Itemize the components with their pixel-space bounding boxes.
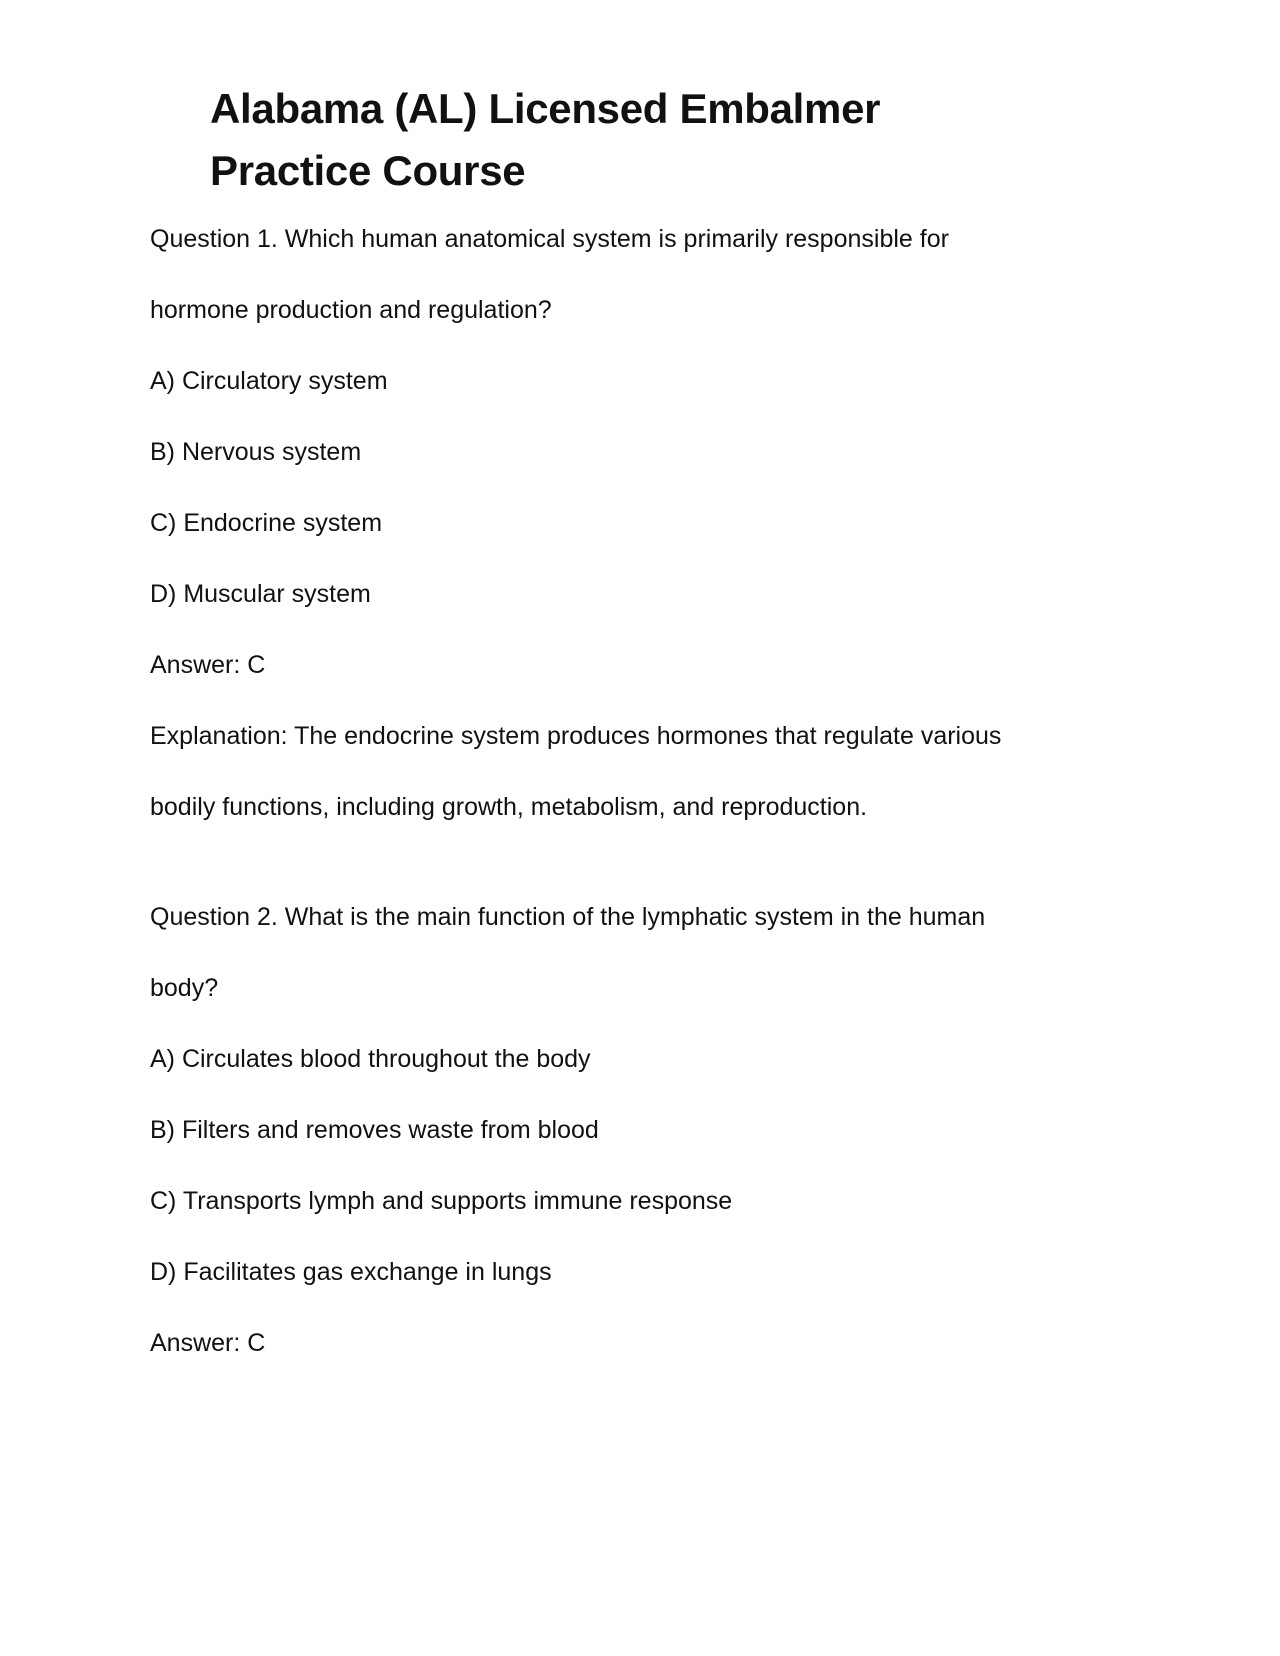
title-line-1: Alabama (AL) Licensed Embalmer [210, 85, 881, 132]
question-2-option-b: B) Filters and removes waste from blood [150, 1116, 599, 1144]
question-2-option-d: D) Facilitates gas exchange in lungs [150, 1258, 552, 1286]
question-2-option-a: A) Circulates blood throughout the body [150, 1045, 591, 1073]
question-1-option-b: B) Nervous system [150, 438, 362, 466]
question-1-option-c: C) Endocrine system [150, 509, 383, 537]
question-1-answer: Answer: C [150, 651, 266, 679]
question-2-answer: Answer: C [150, 1329, 266, 1357]
page-title [210, 78, 1010, 202]
question-1-option-d: D) Muscular system [150, 580, 371, 608]
question-2-option-c: C) Transports lymph and supports immune response [150, 1187, 733, 1215]
question-1-option-a: A) Circulatory system [150, 367, 388, 395]
question-1-explanation-line-2: bodily functions, including growth, metabolism, and reproduction. [150, 793, 868, 821]
question-2-text-line-2: body? [150, 974, 219, 1002]
question-1-explanation-line-1: Explanation: The endocrine system produces hormones that regulate various [150, 722, 1002, 750]
title-line-2: Practice Course [210, 147, 526, 194]
question-1-text-line-2: hormone production and regulation? [150, 296, 552, 324]
question-2-text-line-1: Question 2. What is the main function of the lymphatic system in the human [150, 903, 986, 931]
question-1-text-line-1: Question 1. Which human anatomical system is primarily responsible for [150, 225, 949, 253]
